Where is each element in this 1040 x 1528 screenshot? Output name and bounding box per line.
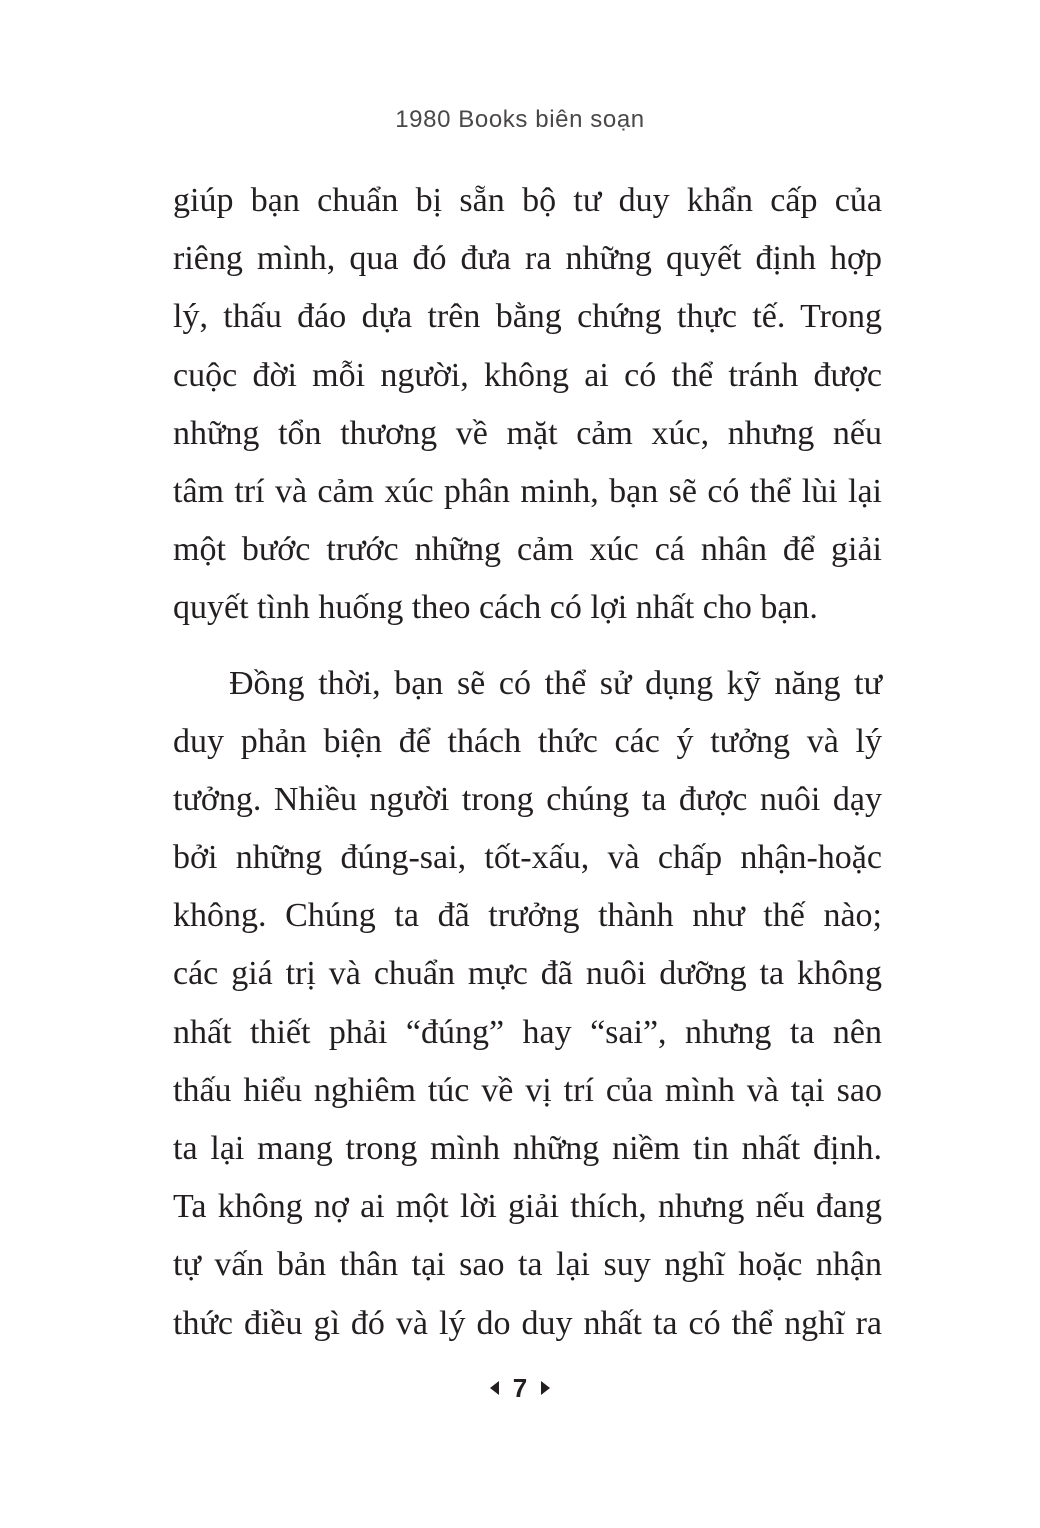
paragraph-spacer [173,638,882,655]
running-header: 1980 Books biên soạn [395,106,645,133]
triangle-right-icon [541,1381,550,1395]
text-line: thức điều gì đó và lý do duy nhất ta có thể nghĩ ra [173,1304,882,1342]
text-line: thấu hiểu nghiêm túc về vị trí của mình và tại sao [173,1071,882,1109]
text-line: các giá trị và chuẩn mực đã nuôi dưỡng ta không [173,955,882,993]
text-line: không. Chúng ta đã trưởng thành như thế nào; [173,897,882,935]
triangle-left-icon [490,1381,499,1395]
text-line: Đồng thời, bạn sẽ có thể sử dụng kỹ năng tư [229,664,882,702]
text-line: giúp bạn chuẩn bị sẵn bộ tư duy khẩn cấp của [173,182,882,219]
body-text [173,172,882,1353]
text-line: nhất thiết phải “đúng” hay “sai”, nhưng ta nên [173,1013,882,1051]
text-line: quyết tình huống theo cách có lợi nhất cho bạn. [173,589,818,627]
paragraph-1 [173,172,882,638]
page-footer [0,1372,1040,1404]
text-line: ta lại mang trong mình những niềm tin nhất định. [173,1130,882,1167]
text-line: bởi những đúng-sai, tốt-xấu, và chấp nhận-hoặc [173,839,882,877]
page-number: 7 [512,1373,528,1403]
text-line: lý, thấu đáo dựa trên bằng chứng thực tế. Trong [173,298,882,336]
text-line: tự vấn bản thân tại sao ta lại suy nghĩ hoặc nhận [173,1246,882,1284]
text-line: Ta không nợ ai một lời giải thích, nhưng nếu đang [173,1188,882,1226]
text-line: cuộc đời mỗi người, không ai có thể tránh được [173,356,882,394]
text-line: những tổn thương về mặt cảm xúc, nhưng nếu [173,414,882,452]
text-line: tưởng. Nhiều người trong chúng ta được nuôi dạy [173,780,882,818]
text-line: tâm trí và cảm xúc phân minh, bạn sẽ có thể lùi lại [173,472,882,510]
text-line: một bước trước những cảm xúc cá nhân để giải [173,531,882,569]
text-line: riêng mình, qua đó đưa ra những quyết định hợp [173,240,882,278]
paragraph-2 [173,655,882,1353]
text-line: duy phản biện để thách thức các ý tưởng và lý [173,722,882,760]
